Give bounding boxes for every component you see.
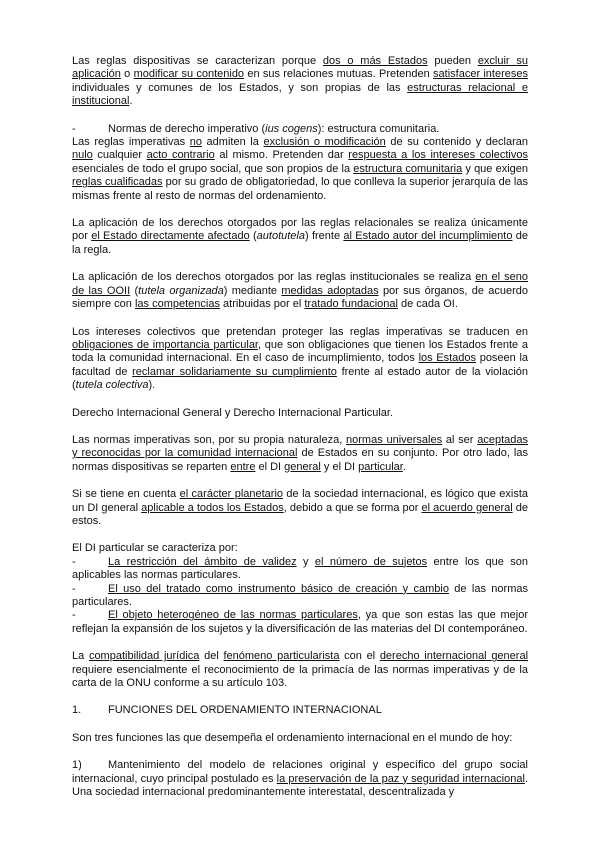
text-run: del <box>199 650 224 663</box>
underlined-text: entre <box>230 460 256 473</box>
italic-text: ius cogens <box>265 122 318 135</box>
text-run: de la sociedad internacional, es lógico que exista un DI general <box>72 488 529 514</box>
underlined-text: dos o más Estados <box>322 55 428 67</box>
list-item <box>72 556 528 583</box>
paragraph-normas-imperativas <box>72 434 528 474</box>
text-run: Mantenimiento del modelo de relaciones original y específico del grupo social internacional, cuyo principal postulado es <box>72 759 528 785</box>
underlined-text: reclamar solidariamente su cumplimiento <box>132 365 337 378</box>
text-run: , debido a que se forma por <box>283 501 422 514</box>
text-run: Las normas imperativas son, por su propia naturaleza, <box>72 433 347 446</box>
item-text <box>72 759 528 798</box>
paragraph-aplicacion-institucionales <box>72 271 528 311</box>
list-intro <box>72 542 528 555</box>
text-run: de la regla. <box>72 230 529 256</box>
underlined-text: excluir su aplicación <box>72 55 528 81</box>
text-run: cualquier <box>92 149 147 162</box>
underlined-text: no <box>189 136 202 149</box>
text-run: ). <box>148 379 156 392</box>
underlined-text: el número de sujetos <box>314 555 428 568</box>
underlined-text: fenómeno particularista <box>223 650 340 663</box>
section-number: 1. <box>72 704 82 717</box>
paragraph-reglas-dispositivas <box>72 55 528 109</box>
list-dash: - <box>72 609 76 622</box>
text-run: al ser <box>442 433 478 446</box>
underlined-text: obligaciones de importancia particular <box>72 338 258 351</box>
item-number: 1) <box>72 759 82 772</box>
text-run: de cada OI. <box>397 298 458 311</box>
underlined-text: aplicable a todos los Estados <box>141 501 284 514</box>
text-run: Los intereses colectivos que pretendan proteger las reglas imperativas se traducen en <box>72 325 528 338</box>
text-run: pueden <box>427 55 478 67</box>
underlined-text: particular <box>358 460 403 473</box>
list-items <box>72 556 528 636</box>
text-run: La aplicación de los derechos otorgados por las reglas institucionales se realiza <box>72 271 476 284</box>
text-run: ) mediante <box>223 284 282 297</box>
underlined-text: en el seno de las OOII <box>72 271 528 297</box>
underlined-text: modificar su contenido <box>133 68 245 81</box>
text-run: de su contenido y declaran <box>385 136 528 149</box>
underlined-text: respuesta a los intereses colectivos <box>348 149 528 162</box>
paragraph-compatibilidad <box>72 650 528 690</box>
text-run: frente al estado autor de la violación ( <box>72 365 529 392</box>
text-run: Son tres funciones las que desempeña el ordenamiento internacional en el mundo de hoy: <box>72 731 513 744</box>
text-run: , que son obligaciones que tienen los Estados frente a toda la comunidad internacional. En el caso de incumplimiento, todos <box>72 338 528 365</box>
text-run: La aplicación de los derechos otorgados por las reglas relacionales se realiza únicamente por <box>72 217 528 243</box>
underlined-text: exclusión o modificación <box>263 136 386 149</box>
underlined-text: El uso del tratado como instrumento básico de creación y cambio <box>108 582 449 595</box>
underlined-text: estructura comunitaria <box>353 162 463 175</box>
list-item <box>72 609 528 636</box>
underlined-text: satisfacer intereses <box>433 68 529 81</box>
heading-ius-cogens <box>72 123 528 136</box>
underlined-text: normas universales <box>346 433 443 446</box>
text-run: por su grado de obligatoriedad, lo que conlleva la superior jerarquía de las mismas frente al resto de normas del ordenamiento. <box>72 176 528 202</box>
document-body <box>72 55 528 813</box>
underlined-text: compatibilidad jurídica <box>88 650 200 663</box>
underlined-text: La restricción del ámbito de validez <box>108 555 297 568</box>
underlined-text: la preservación de la paz y seguridad internacional <box>276 772 525 785</box>
underlined-text: nulo <box>72 149 93 162</box>
section-title: FUNCIONES DEL ORDENAMIENTO INTERNACIONAL <box>108 704 382 717</box>
text-run: Si se tiene en cuenta <box>72 488 180 501</box>
paragraph-subheading-di <box>72 407 528 420</box>
text-run: individuales y comunes de los Estados, y son propias de las <box>72 81 408 94</box>
text-run: con el <box>339 650 380 663</box>
underlined-text: tratado fundacional <box>304 298 398 311</box>
list-item <box>72 583 528 610</box>
underlined-text: el carácter planetario <box>179 488 284 501</box>
italic-text: autotutela <box>256 230 305 243</box>
text-run: . Una sociedad internacional predominantemente interestatal, descentralizada y <box>72 772 528 799</box>
text-run: . <box>129 95 133 108</box>
text-run: Las reglas imperativas <box>72 136 190 149</box>
paragraph-funcion-1 <box>72 759 528 799</box>
paragraph-tres-funciones <box>72 732 528 745</box>
text-run: Las reglas dispositivas se caracterizan porque <box>72 55 323 67</box>
underlined-text: el Estado directamente afectado <box>91 230 250 243</box>
underlined-text: aceptadas y reconocidas por la comunidad internacional <box>72 433 528 460</box>
text-run: atribuidas por el <box>219 298 305 311</box>
paragraph-caracter-planetario <box>72 488 528 528</box>
text-run: . <box>402 460 406 473</box>
text-run: La <box>72 650 89 663</box>
text-run: ): estructura comunitaria. <box>317 122 440 135</box>
paragraph-reglas-imperativas <box>72 136 528 203</box>
underlined-text: derecho internacional general <box>379 650 529 663</box>
text-run: El DI particular se caracteriza por: <box>72 542 238 555</box>
underlined-text: reglas cualificadas <box>72 176 163 189</box>
italic-text: tutela organizada <box>138 284 224 297</box>
list-di-particular <box>72 542 528 636</box>
text-run: poseen la facultad de <box>72 352 529 378</box>
text-run: ) frente <box>304 230 344 243</box>
underlined-text: estructuras relacional e institucional <box>72 81 528 108</box>
text-run: requiere esencialmente el reconocimiento de la primacía de las normas imperativas y de la carta de la ONU conforme a su artículo 103. <box>72 663 528 690</box>
underlined-text: al Estado autor del incumplimiento <box>343 230 513 243</box>
text-run: por sus órganos, de acuerdo siempre con <box>72 284 528 311</box>
text-run: el DI <box>255 460 285 473</box>
underlined-text: El objeto heterogéneo de las normas particulares <box>108 609 358 622</box>
text-run: y el DI <box>320 460 359 473</box>
list-dash: - <box>72 582 76 595</box>
italic-text: tutela colectiva <box>75 379 149 392</box>
text-run: y <box>296 555 315 568</box>
underlined-text: medidas adoptadas <box>281 284 379 297</box>
underlined-text: general <box>284 460 321 473</box>
text-run: y que exigen <box>462 162 529 175</box>
text-run: al mismo. Pretenden dar <box>214 149 349 162</box>
text-run: ( <box>249 230 257 243</box>
paragraph-aplicacion-relacionales <box>72 217 528 257</box>
text-run: o <box>120 68 134 81</box>
text-run: de las normas particulares. <box>72 582 528 608</box>
text-run: , ya que son estas las que mejor reflejan la expansión de los sujetos y la diversificación de las materias del DI contemporáneo. <box>72 609 528 635</box>
text-run: ( <box>130 284 139 297</box>
section-heading <box>72 704 528 717</box>
text-run: admiten la <box>201 136 264 149</box>
text-run: en sus relaciones mutuas. Pretenden <box>244 68 434 81</box>
paragraph-intereses-colectivos <box>72 326 528 393</box>
text-run: de estos. <box>72 501 528 527</box>
text-run: Normas de derecho imperativo ( <box>108 122 266 135</box>
text-run: esenciales de todo el grupo social, que son propios de la <box>72 162 354 175</box>
text-run: de Estados en su conjunto. Por otro lado, las normas dispositivas se reparten <box>72 447 528 473</box>
underlined-text: el acuerdo general <box>421 501 513 514</box>
list-dash: - <box>72 122 76 135</box>
heading-text <box>108 123 439 135</box>
underlined-text: las competencias <box>134 298 220 311</box>
text-run: Derecho Internacional General y Derecho Internacional Particular. <box>72 406 394 419</box>
underlined-text: los Estados <box>418 352 477 365</box>
underlined-text: acto contrario <box>146 149 215 162</box>
text-run: entre los que son aplicables las normas particulares. <box>72 555 528 582</box>
list-dash: - <box>72 555 76 568</box>
